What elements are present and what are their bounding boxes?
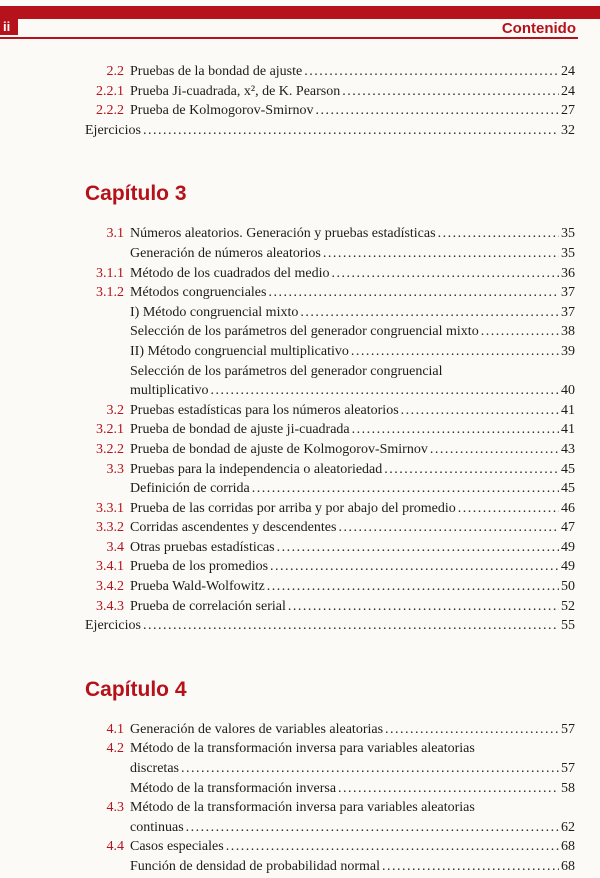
page-ref: 40 xyxy=(561,383,575,399)
page-ref: 49 xyxy=(561,539,575,555)
page-ref: 32 xyxy=(561,122,575,138)
toc-entry xyxy=(85,597,575,617)
dot-leader xyxy=(143,616,559,636)
page-ref: 62 xyxy=(561,819,575,835)
entry-title: Ejercicios xyxy=(85,122,141,138)
entry-title: Método de los cuadrados del medio xyxy=(130,265,330,281)
running-head: Contenido xyxy=(501,20,576,37)
toc-entry-continuation xyxy=(85,759,575,779)
dot-leader xyxy=(300,303,559,323)
entry-title: Definición de corrida xyxy=(130,481,250,497)
toc-entry xyxy=(85,857,575,877)
entry-title: Prueba de Kolmogorov-Smirnov xyxy=(130,103,314,119)
page-ref: 35 xyxy=(561,226,575,242)
toc-entry xyxy=(85,616,575,636)
entry-title: Método de la transformación inversa para variables aleatorias xyxy=(130,741,475,757)
toc-entry xyxy=(85,342,575,362)
page-ref: 46 xyxy=(561,500,575,516)
dot-leader xyxy=(351,342,559,362)
dot-leader xyxy=(385,720,559,740)
entry-title: Casos especiales xyxy=(130,839,224,855)
section-number: 2.2.2 xyxy=(96,103,124,119)
toc-entry xyxy=(85,62,575,82)
page-ref: 47 xyxy=(561,520,575,536)
toc-entry xyxy=(85,460,575,480)
dot-leader xyxy=(143,121,559,141)
entry-title: Prueba de las corridas por arriba y por abajo del promedio xyxy=(130,500,456,516)
page-ref: 36 xyxy=(561,265,575,281)
entry-title: Generación de números aleatorios xyxy=(130,245,321,261)
toc-entry-continuation xyxy=(85,381,575,401)
dot-leader xyxy=(401,401,559,421)
toc-section xyxy=(85,182,575,635)
entry-title: Corridas ascendentes y descendentes xyxy=(130,520,337,536)
dot-leader xyxy=(382,857,559,877)
entry-title: Métodos congruenciales xyxy=(130,285,267,301)
section-number: 2.2 xyxy=(106,64,124,79)
entry-title: Selección de los parámetros del generador congruencial xyxy=(130,363,443,379)
entry-title: Prueba de los promedios xyxy=(130,559,269,575)
section-number: 3.1.2 xyxy=(96,285,124,301)
entry-title: Función de densidad de probabilidad normal xyxy=(130,859,380,874)
dot-leader xyxy=(323,244,559,264)
section-number: 3.2 xyxy=(106,402,124,418)
section-number: 4.1 xyxy=(106,721,124,737)
entry-title: Método de la transformación inversa para variables aleatorias xyxy=(130,800,475,816)
toc-section xyxy=(85,678,575,877)
section-number: 3.2.1 xyxy=(96,422,124,438)
dot-leader xyxy=(342,82,559,102)
page-number: ii xyxy=(0,19,18,35)
entry-title: Ejercicios xyxy=(85,618,141,634)
toc-entry xyxy=(85,244,575,264)
toc-entry xyxy=(85,739,575,759)
toc-entry xyxy=(85,499,575,519)
page-ref: 55 xyxy=(561,618,575,634)
section-number: 3.2.2 xyxy=(96,441,124,457)
page-ref: 24 xyxy=(561,64,575,79)
dot-leader xyxy=(252,479,559,499)
dot-leader xyxy=(338,779,559,799)
dot-leader xyxy=(181,759,559,779)
chapter-heading: Capítulo 4 xyxy=(85,677,187,701)
entry-title: Prueba Ji-cuadrada, x², de K. Pearson xyxy=(130,83,341,99)
section-number: 3.4 xyxy=(106,539,124,555)
entry-title-continuation: discretas xyxy=(130,761,179,777)
chapter-heading: Capítulo 3 xyxy=(85,182,187,206)
toc-entry xyxy=(85,401,575,421)
section-number: 4.3 xyxy=(106,800,124,816)
entry-title: II) Método congruencial multiplicativo xyxy=(130,343,349,359)
page-ref: 50 xyxy=(561,579,575,595)
dot-leader xyxy=(226,837,559,857)
toc-entry xyxy=(85,303,575,323)
page-ref: 24 xyxy=(561,83,575,99)
toc-entry xyxy=(85,420,575,440)
toc-entry xyxy=(85,82,575,102)
dot-leader xyxy=(438,224,559,244)
entry-title-continuation: continuas xyxy=(130,819,184,835)
page-ref: 57 xyxy=(561,721,575,737)
toc-entry xyxy=(85,362,575,382)
page-ref: 27 xyxy=(561,103,575,119)
toc-entry xyxy=(85,479,575,499)
page-ref: 38 xyxy=(561,324,575,340)
page-ref: 68 xyxy=(561,859,575,874)
entry-title: Prueba Wald-Wolfowitz xyxy=(130,579,265,595)
section-number: 2.2.1 xyxy=(96,83,124,99)
toc-entry xyxy=(85,798,575,818)
dot-leader xyxy=(186,818,559,838)
toc-entry xyxy=(85,121,575,141)
toc-entry xyxy=(85,264,575,284)
section-number: 3.1.1 xyxy=(96,265,124,281)
toc-entry xyxy=(85,283,575,303)
dot-leader xyxy=(277,538,559,558)
toc-entry xyxy=(85,101,575,121)
entry-title: Otras pruebas estadísticas xyxy=(130,539,275,555)
toc-entry xyxy=(85,440,575,460)
toc-entry xyxy=(85,720,575,740)
entry-title: Generación de valores de variables aleatorias xyxy=(130,721,384,737)
toc-entry-continuation xyxy=(85,818,575,838)
section-number: 3.3.2 xyxy=(96,520,124,536)
section-number: 3.4.1 xyxy=(96,559,124,575)
page-ref: 35 xyxy=(561,245,575,261)
entry-title: Prueba de correlación serial xyxy=(130,598,286,614)
page-ref: 39 xyxy=(561,343,575,359)
dot-leader xyxy=(288,597,559,617)
toc-entry xyxy=(85,779,575,799)
toc-entry xyxy=(85,837,575,857)
toc-section xyxy=(85,62,575,140)
page-ref: 45 xyxy=(561,481,575,497)
toc-entry xyxy=(85,538,575,558)
page-ref: 41 xyxy=(561,402,575,418)
page-ref: 52 xyxy=(561,598,575,614)
dot-leader xyxy=(267,577,559,597)
dot-leader xyxy=(268,283,559,303)
page-ref: 58 xyxy=(561,780,575,796)
entry-title: I) Método congruencial mixto xyxy=(130,304,299,320)
dot-leader xyxy=(458,499,559,519)
entry-title: Método de la transformación inversa xyxy=(130,780,337,796)
section-number: 3.3 xyxy=(106,461,124,477)
entry-title: Pruebas de la bondad de ajuste xyxy=(130,64,303,79)
page-ref: 45 xyxy=(561,461,575,477)
entry-title-continuation: multiplicativo xyxy=(130,383,209,399)
section-number: 3.3.1 xyxy=(96,500,124,516)
entry-title: Selección de los parámetros del generador congruencial mixto xyxy=(130,324,479,340)
dot-leader xyxy=(430,440,559,460)
dot-leader xyxy=(331,264,559,284)
section-number: 4.2 xyxy=(106,741,124,757)
dot-leader xyxy=(270,557,559,577)
section-number: 3.4.3 xyxy=(96,598,124,614)
entry-title: Pruebas estadísticas para los números aleatorios xyxy=(130,402,399,418)
dot-leader xyxy=(304,62,559,82)
entry-title: Prueba de bondad de ajuste de Kolmogorov-Smirnov xyxy=(130,441,428,457)
page-ref: 41 xyxy=(561,422,575,438)
page-ref: 37 xyxy=(561,285,575,301)
page-ref: 43 xyxy=(561,441,575,457)
dot-leader xyxy=(352,420,559,440)
section-number: 4.4 xyxy=(106,839,124,855)
page-ref: 68 xyxy=(561,839,575,855)
entry-title: Números aleatorios. Generación y pruebas estadísticas xyxy=(130,226,436,242)
page-ref: 37 xyxy=(561,304,575,320)
entry-title: Prueba de bondad de ajuste ji-cuadrada xyxy=(130,422,350,438)
table-of-contents xyxy=(85,38,575,877)
toc-entry xyxy=(85,518,575,538)
toc-entry xyxy=(85,557,575,577)
dot-leader xyxy=(316,101,559,121)
header-red-bar xyxy=(0,6,600,19)
toc-entry xyxy=(85,322,575,342)
toc-entry xyxy=(85,224,575,244)
dot-leader xyxy=(481,322,559,342)
section-number: 3.4.2 xyxy=(96,579,124,595)
section-number: 3.1 xyxy=(106,226,124,242)
dot-leader xyxy=(384,460,559,480)
page-ref: 57 xyxy=(561,761,575,777)
page-ref: 49 xyxy=(561,559,575,575)
entry-title: Pruebas para la independencia o aleatoriedad xyxy=(130,461,383,477)
dot-leader xyxy=(338,518,559,538)
dot-leader xyxy=(211,381,559,401)
toc-entry xyxy=(85,577,575,597)
